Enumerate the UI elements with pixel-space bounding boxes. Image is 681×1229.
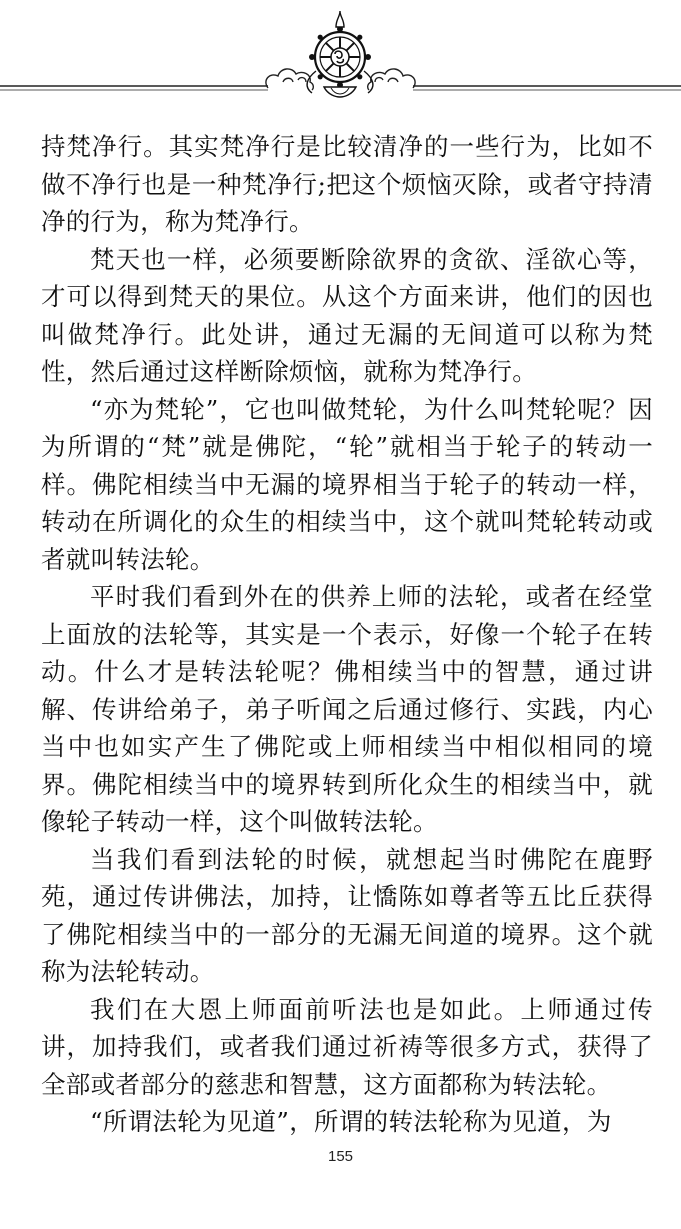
paragraph: 梵天也一样，必须要断除欲界的贪欲、淫欲心等，才可以得到梵天的果位。从这个方面来讲，他们的因也叫做梵净行。此处讲，通过无漏的无间道可以称为梵性，然后通过这样断除烦恼，就称为梵净行。	[41, 244, 653, 386]
paragraph: 我们在大恩上师面前听法也是如此。上师通过传讲，加持我们，或者我们通过祈祷等很多方式，获得了全部或者部分的慈悲和智慧，这方面都称为转法轮。	[41, 994, 653, 1099]
paragraph: “所谓法轮为见道”，所谓的转法轮称为见道，为	[90, 1107, 612, 1136]
page-number: 155	[327, 1148, 354, 1165]
dharma-wheel-icon	[0, 0, 681, 110]
paragraph: 平时我们看到外在的供养上师的法轮，或者在经堂上面放的法轮等，其实是一个表示，好像一个轮子在转动。什么才是转法轮呢？佛相续当中的智慧，通过讲解、传讲给弟子，弟子听闻之后通过修行、实践，内心当中也如实产生了佛陀或上师相续当中相似相同的境界。佛陀相续当中的境界转到所化众生的相续当中，就像轮子转动一样，这个叫做转法轮。	[41, 582, 653, 836]
page-header	[0, 0, 681, 110]
paragraph: “亦为梵轮”，它也叫做梵轮，为什么叫梵轮呢？因为所谓的“梵”就是佛陀，“轮”就相当于轮子的转动一样。佛陀相续当中无漏的境界相当于轮子的转动一样，转动在所调化的众生的相续当中，这个就叫梵轮转动或者就叫转法轮。	[41, 394, 653, 574]
paragraph: 当我们看到法轮的时候，就想起当时佛陀在鹿野苑，通过传讲佛法，加持，让憍陈如尊者等五比丘获得了佛陀相续当中的一部分的无漏无间道的境界。这个就称为法轮转动。	[41, 844, 653, 986]
page-body	[41, 128, 653, 1141]
paragraph: 持梵净行。其实梵净行是比较清净的一些行为，比如不做不净行也是一种梵净行;把这个烦恼灭除，或者守持清净的行为，称为梵净行。	[41, 132, 653, 236]
